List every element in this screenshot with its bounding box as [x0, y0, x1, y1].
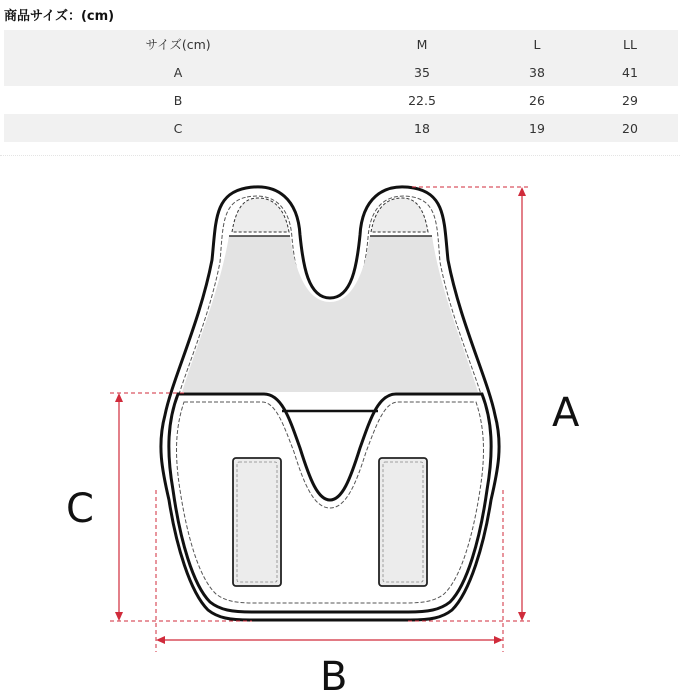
upper-panel — [182, 236, 478, 392]
table-cell: A — [4, 58, 352, 86]
dim-b-arrow-left — [156, 636, 165, 644]
right-velcro-pad — [379, 458, 427, 586]
page-title: 商品サイズ：(cm) — [4, 9, 115, 24]
left-velcro-pad — [233, 458, 281, 586]
table-cell: 22.5 — [408, 92, 436, 108]
dim-c-arrow-top — [115, 393, 123, 402]
table-header: サイズ(cm) — [4, 30, 352, 58]
table-cell: C — [4, 114, 352, 142]
table-cell: 35 — [352, 58, 492, 86]
dim-a-arrow-top — [518, 187, 526, 196]
dim-a-label: A — [552, 390, 580, 436]
dim-b-label: B — [320, 654, 348, 693]
table-cell: 19 — [492, 114, 582, 142]
table-cell: 26 — [529, 92, 545, 108]
table-header: LL — [582, 30, 678, 58]
dim-b-arrow-right — [494, 636, 503, 644]
table-cell: 29 — [622, 92, 638, 108]
table-cell: 41 — [582, 58, 678, 86]
dim-a-arrow-bottom — [518, 612, 526, 621]
table-cell: B — [173, 92, 183, 108]
dim-c-arrow-bottom — [115, 612, 123, 621]
table-cell: 38 — [492, 58, 582, 86]
table-header: M — [352, 30, 492, 58]
dim-c-label: C — [66, 486, 94, 532]
table-cell: 18 — [352, 114, 492, 142]
table-header: L — [492, 30, 582, 58]
table-cell: 20 — [582, 114, 678, 142]
